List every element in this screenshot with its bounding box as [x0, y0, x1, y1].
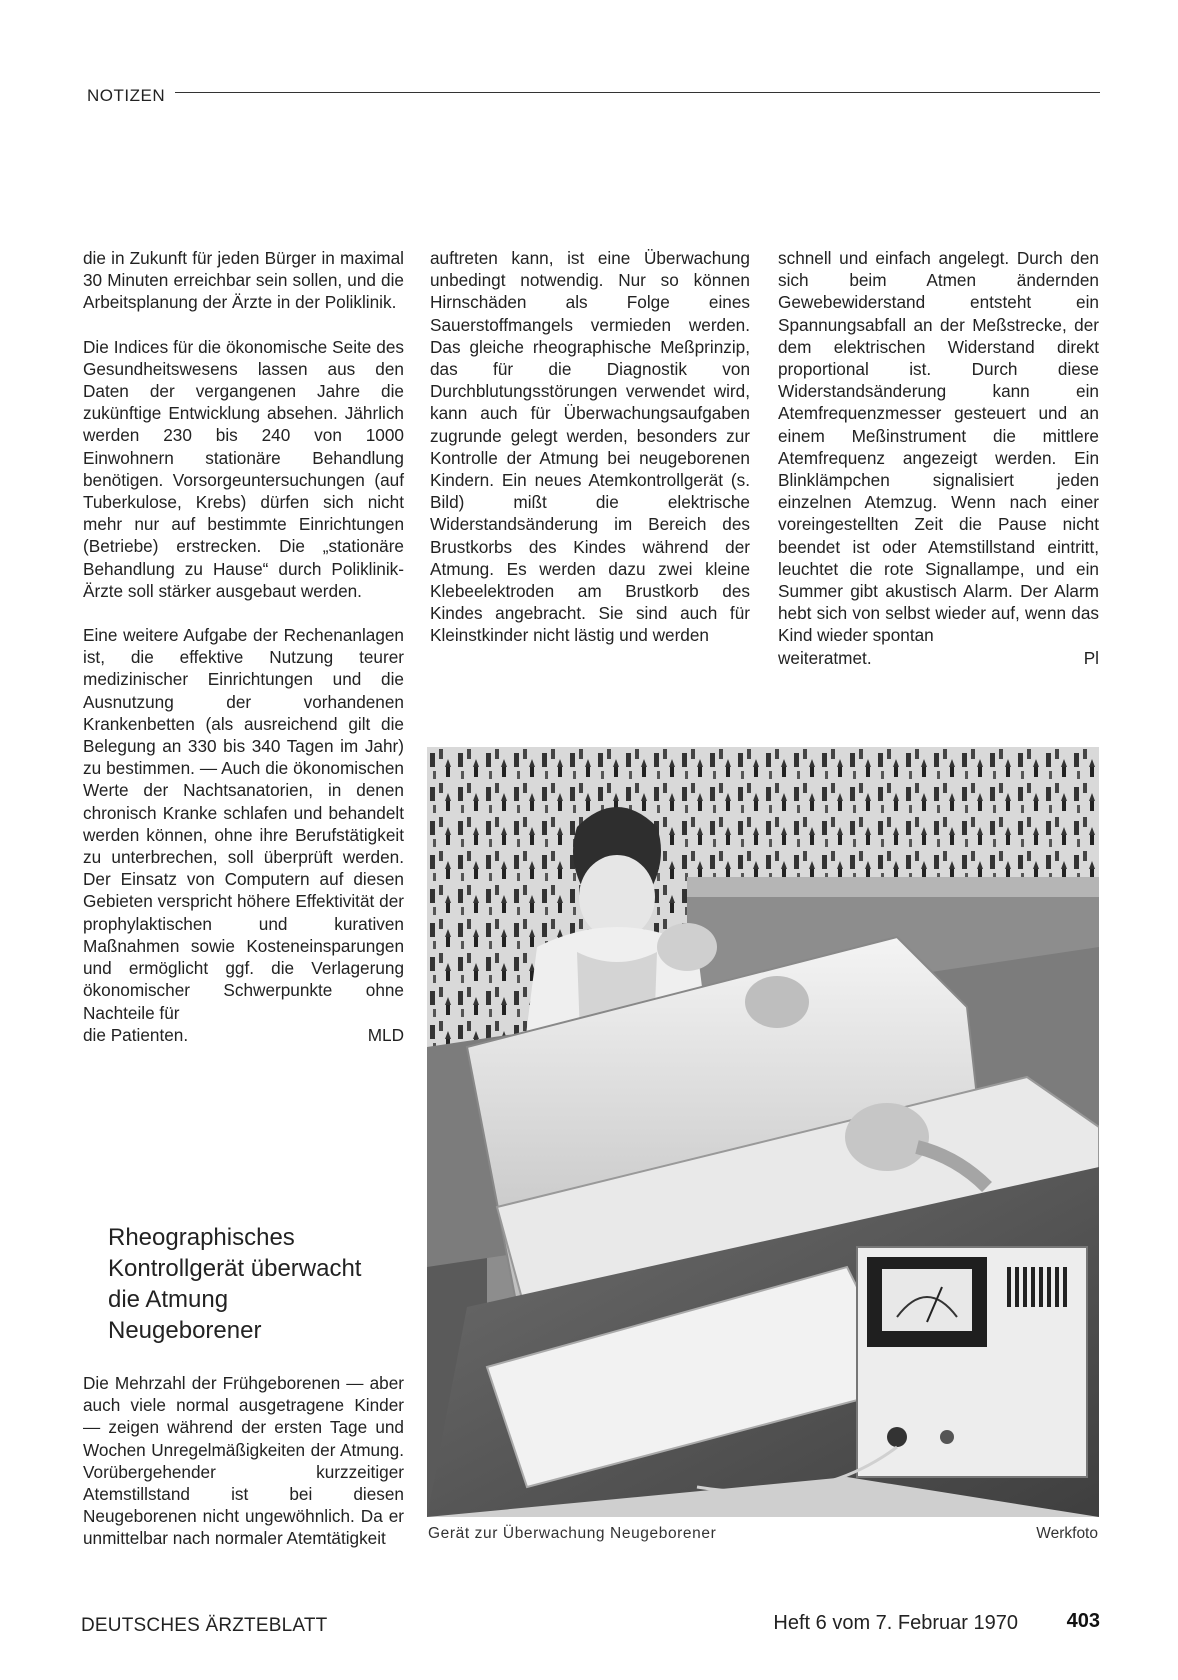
article-intro — [83, 1372, 404, 1550]
paragraph: die in Zukunft für jeden Bürger in maximal 30 Minuten erreichbar sein sollen, und die Arbeitsplanung der Ärzte in der Poliklinik. — [83, 248, 404, 313]
publication-name: DEUTSCHES ÄRZTEBLATT — [81, 1615, 328, 1636]
author-signature: MLD — [367, 1024, 404, 1045]
issue-info: Heft 6 vom 7. Februar 1970 — [773, 1612, 1018, 1634]
paragraph: schnell und einfach angelegt. Durch den sich beim Atmen ändernden Gewebewiderstand entsteht ein Spannungsabfall an der Meßstrecke, der dem elektrischen Widerstand direkt proportional ist. Durch diese Widerstandsänderung kann ein Atemfrequenzmesser gesteuert und an einem Meßinstrument die mittlere Atemfrequenz angezeigt werden. Ein Blinklämpchen signalisiert jeden einzelnen Atemzug. Wenn nach einer voreingestellten Zeit die Pause nicht beendet ist oder Atemstillstand eintritt, leuchtet die rote Signallampe, und ein Summer gibt akustisch Alarm. Der Alarm hebt sich von selbst wieder auf, wenn das Kind wieder spontan — [778, 248, 1099, 646]
column-2 — [430, 247, 750, 647]
closing-text: weiteratmet. — [778, 647, 872, 668]
article-headline — [108, 1222, 408, 1346]
closing-line — [778, 647, 1099, 669]
newborn-monitor-photo — [427, 747, 1099, 1517]
headline-line: die Atmung — [108, 1286, 229, 1313]
headline-line: Neugeborener — [108, 1317, 262, 1344]
headline-line: Kontrollgerät überwacht — [108, 1255, 362, 1282]
author-signature: Pl — [1083, 647, 1099, 668]
header-rule — [175, 92, 1100, 93]
paragraph: Die Mehrzahl der Frühgeborenen — aber auch viele normal ausgetragene Kinder — zeigen während der ersten Tage und Wochen Unregelmäßigkeiten der Atmung. Vorübergehender kurzzeitiger Atemstillstand ist bei diesen Neugeborenen nicht ungewöhnlich. Da er unmittelbar nach normaler Atemtätigkeit — [83, 1373, 404, 1549]
closing-text: die Patienten. — [83, 1024, 189, 1045]
paragraph: Die Indices für die ökonomische Seite des Gesundheitswesens lassen aus den Daten der vergangenen Jahre die zukünftige Entwicklung absehen. Jährlich werden 230 bis 240 von 1000 Einwohnern stationäre Behandlung benötigen. Vorsorgeuntersuchungen (auf Tuberkulose, Krebs) dürfen sich nicht mehr nur auf bestimmte Einrichtungen (Betriebe) erstrecken. Die „stationäre Behandlung zu Hause“ durch Poliklinik-Ärzte soll stärker ausgebaut werden. — [83, 336, 404, 601]
photo-credit: Werkfoto — [1036, 1525, 1098, 1542]
paragraph: Eine weitere Aufgabe der Rechenanlagen ist, die effektive Nutzung teurer medizinischer Einrichtungen und die Ausnutzung der vorhandenen Krankenbetten (als ausreichend gilt die Belegung an 330 bis 340 Tagen im Jahr) zu bestimmen. — Auch die ökonomischen Werte der Nachtsanatorien, in denen chronisch Kranke schlafen und behandelt werden können, ohne ihre Berufstätigkeit zu unterbrechen, soll überprüft werden. Der Einsatz von Computern auf diesen Gebieten verspricht höhere Effektivität der prophylaktischen und kurativen Maßnahmen sowie Kosteneinsparungen und ermöglicht ggf. die Verlagerung ökonomischer Schwerpunkte ohne Nachteile für — [83, 625, 404, 1023]
column-1 — [83, 247, 404, 1046]
photo-caption: Gerät zur Überwachung Neugeborener — [428, 1525, 717, 1542]
page-number: 403 — [1066, 1610, 1100, 1632]
section-label: NOTIZEN — [87, 86, 166, 105]
closing-line — [83, 1024, 404, 1046]
column-3 — [778, 247, 1099, 669]
headline-line: Rheographisches — [108, 1224, 295, 1251]
paragraph: auftreten kann, ist eine Überwachung unbedingt notwendig. Nur so können Hirnschäden als Folge eines Sauerstoffmangels vermieden werden. Das gleiche rheographische Meßprinzip, das für die Diagnostik von Durchblutungsstörungen verwendet wird, kann auch für Überwachungsaufgaben zugrunde gelegt werden, besonders zur Kontrolle der Atmung bei neugeborenen Kindern. Ein neues Atemkontrollgerät (s. Bild) mißt die elektrische Widerstandsänderung im Bereich des Brustkorbs des Kindes während der Atmung. Es werden dazu zwei kleine Klebeelektroden am Brustkorb des Kindes angebracht. Sie sind auch für Kleinstkinder nicht lästig und werden — [430, 248, 750, 646]
